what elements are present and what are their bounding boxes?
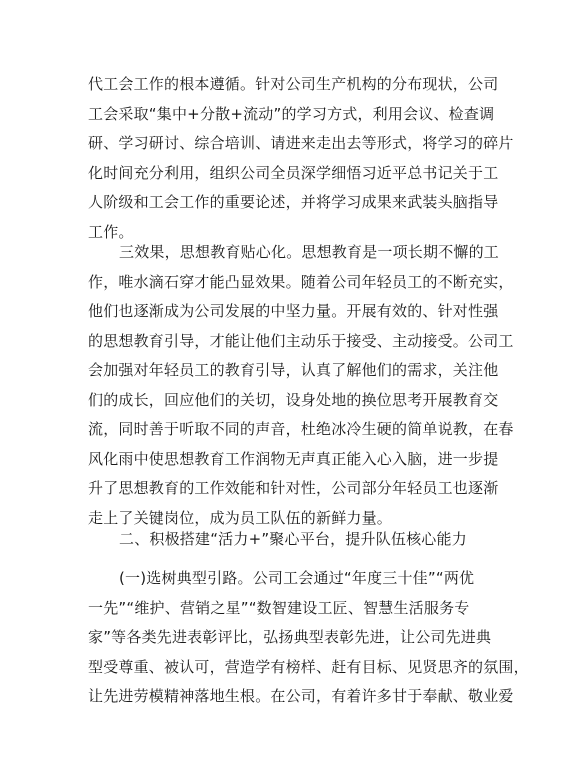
text-line: 让先进劳模精神落地生根。在公司，有着许多甘于奉献、敬业爱	[88, 687, 514, 705]
text-line: 化时间充分利用，组织公司全员深学细悟习近平总书记关于工	[88, 163, 499, 182]
text-line: 作，唯水滴石穿才能凸显效果。随着公司年轻员工的不断充实，	[88, 272, 514, 291]
text-line: 的思想教育引导，才能让他们主动乐于接受、主动接受。公司工	[88, 331, 514, 350]
text-line: 他们也逐渐成为公司发展的中坚力量。开展有效的、针对性强	[88, 302, 499, 320]
paragraph-study-method	[88, 70, 518, 247]
text-line: 升了思想教育的工作效能和针对性，公司部分年轻员工也逐渐	[88, 479, 499, 497]
section-heading	[88, 525, 518, 555]
text-line: 人阶级和工会工作的重要论述，并将学习成果来武装头脑指导	[88, 193, 499, 211]
text-line: 一先”“维护、营销之星”“数智建设工匠、智慧生活服务专	[88, 598, 470, 617]
heading-line: 二、积极搭建“活力+”聚心平台，提升队伍核心能力	[119, 530, 467, 548]
text-line: 研、学习研讨、综合培训、请进来走出去等形式，将学习的碎片	[88, 134, 514, 152]
text-line: 家”等各类先进表彰评比，弘扬典型表彰先进，让公司先进典	[88, 628, 492, 646]
text-line: 三效果，思想教育贴心化。思想教育是一项长期不懈的工	[119, 243, 500, 261]
paragraph-role-models	[88, 564, 529, 712]
text-line: (一)选树典型引路。公司工会通过“年度三十佳”“两优	[119, 569, 475, 587]
text-line: 风化雨中使思想教育工作润物无声真正能入心入脑，进一步提	[88, 449, 499, 468]
paragraph-ideological-education	[88, 238, 518, 533]
text-line: 工会采取“集中+分散+流动”的学习方式，利用会议、检查调	[88, 104, 495, 123]
text-line: 代工会工作的根本遵循。针对公司生产机构的分布现状，公司	[88, 75, 499, 93]
text-line: 流，同时善于听取不同的声音，杜绝冰冷生硬的简单说教，在春	[88, 420, 514, 438]
text-line: 们的成长，回应他们的关切，设身处地的换位思考开展教育交	[88, 390, 499, 409]
text-line: 会加强对年轻员工的教育引导，认真了解他们的需求，关注他	[88, 361, 499, 379]
text-line: 型受尊重、被认可，营造学有榜样、赶有目标、见贤思齐的氛围，	[88, 657, 529, 676]
text-line: 走上了关键岗位，成为员工队伍的新鲜力量。	[88, 508, 393, 527]
text-line: 工作。	[88, 222, 134, 241]
